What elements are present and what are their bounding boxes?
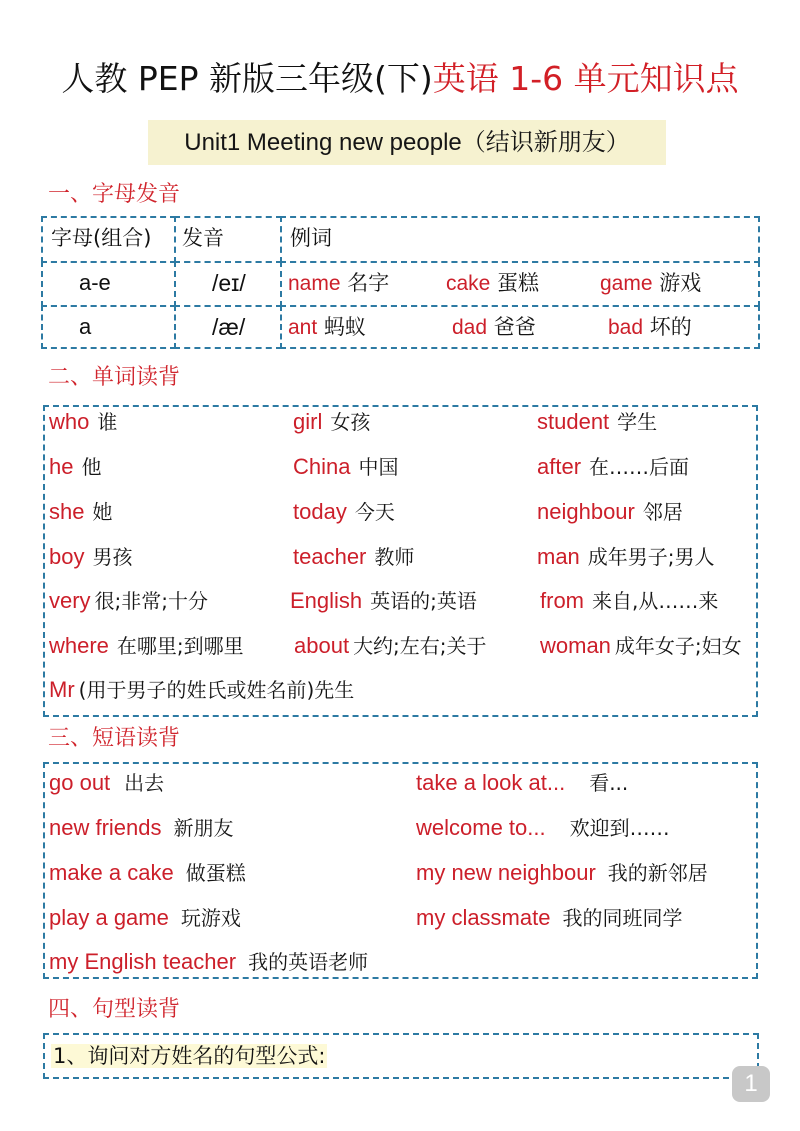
list-item: go out 出去 [49,770,165,795]
example-word: bad 坏的 [608,315,692,339]
list-item: after 在……后面 [537,454,690,479]
list-item: new friends 新朋友 [49,815,234,840]
letters-cell: a-e [79,270,111,295]
sound-cell: /eɪ/ [212,270,246,296]
example-word: game 游戏 [600,271,702,295]
list-item: China 中国 [293,454,399,479]
section-heading-phrases: 三、短语读背 [48,726,181,751]
title-part-1: 人教 PEP 新版三年级(下) [61,59,433,98]
list-item: Mr (用于男子的姓氏或姓名前)先生 [49,677,355,702]
header-label: 例词 [290,226,332,250]
list-item: he 他 [49,454,102,479]
list-item: about 大约;左右;关于 [294,633,487,658]
page-title [0,56,800,102]
sentence-pattern-label: 1、询问对方姓名的句型公式: [53,1044,326,1068]
sound-cell: /æ/ [212,314,246,340]
table-header-examples [280,216,760,263]
list-item: my English teacher 我的英语老师 [49,949,369,974]
list-item: who 谁 [49,409,118,434]
list-item: my new neighbour 我的新邻居 [416,860,708,885]
list-item: make a cake 做蛋糕 [49,860,246,885]
list-item: woman 成年女子;妇女 [540,633,742,658]
table-row-letters [41,261,176,307]
list-item: teacher 教师 [293,544,415,569]
words-box [43,405,758,717]
phrases-box [43,762,758,979]
list-item: from 来自,从……来 [540,588,719,613]
list-item: today 今天 [293,499,395,524]
table-row-examples [280,305,760,349]
table-header-sound [174,216,282,263]
example-word: ant 蚂蚁 [288,315,366,339]
list-item: very 很;非常;十分 [49,588,209,613]
list-item: my classmate 我的同班同学 [416,905,683,930]
header-label: 发音 [182,226,224,250]
table-row-letters [41,305,176,349]
example-word: name 名字 [288,271,390,295]
list-item: neighbour 邻居 [537,499,683,524]
list-item: English 英语的;英语 [290,588,477,613]
list-item: welcome to... 欢迎到…… [416,815,670,840]
title-part-2: 英语 1-6 单元知识点 [432,59,739,98]
list-item: student 学生 [537,409,658,434]
page-number-badge: 1 [732,1066,770,1102]
section-heading-words: 二、单词读背 [48,365,181,390]
header-label: 字母(组合) [51,226,152,250]
sentences-box [43,1033,759,1079]
section-heading-letters: 一、字母发音 [48,182,181,207]
letters-cell: a [79,314,92,339]
table-row-sound [174,305,282,349]
list-item: boy 男孩 [49,544,133,569]
section-heading-sentences: 四、句型读背 [48,997,181,1022]
table-row-sound [174,261,282,307]
table-row-examples [280,261,760,307]
list-item: man 成年男子;男人 [537,544,715,569]
list-item: girl 女孩 [293,409,371,434]
phonics-table [41,216,760,349]
example-word: cake 蛋糕 [446,271,540,295]
list-item: she 她 [49,499,113,524]
unit-banner: Unit1 Meeting new people（结识新朋友） [148,120,666,165]
list-item: play a game 玩游戏 [49,905,241,930]
example-word: dad 爸爸 [452,315,536,339]
table-header-letters [41,216,176,263]
list-item: take a look at... 看... [416,770,629,795]
sentence-pattern-item [51,1041,327,1071]
list-item: where 在哪里;到哪里 [49,633,244,658]
